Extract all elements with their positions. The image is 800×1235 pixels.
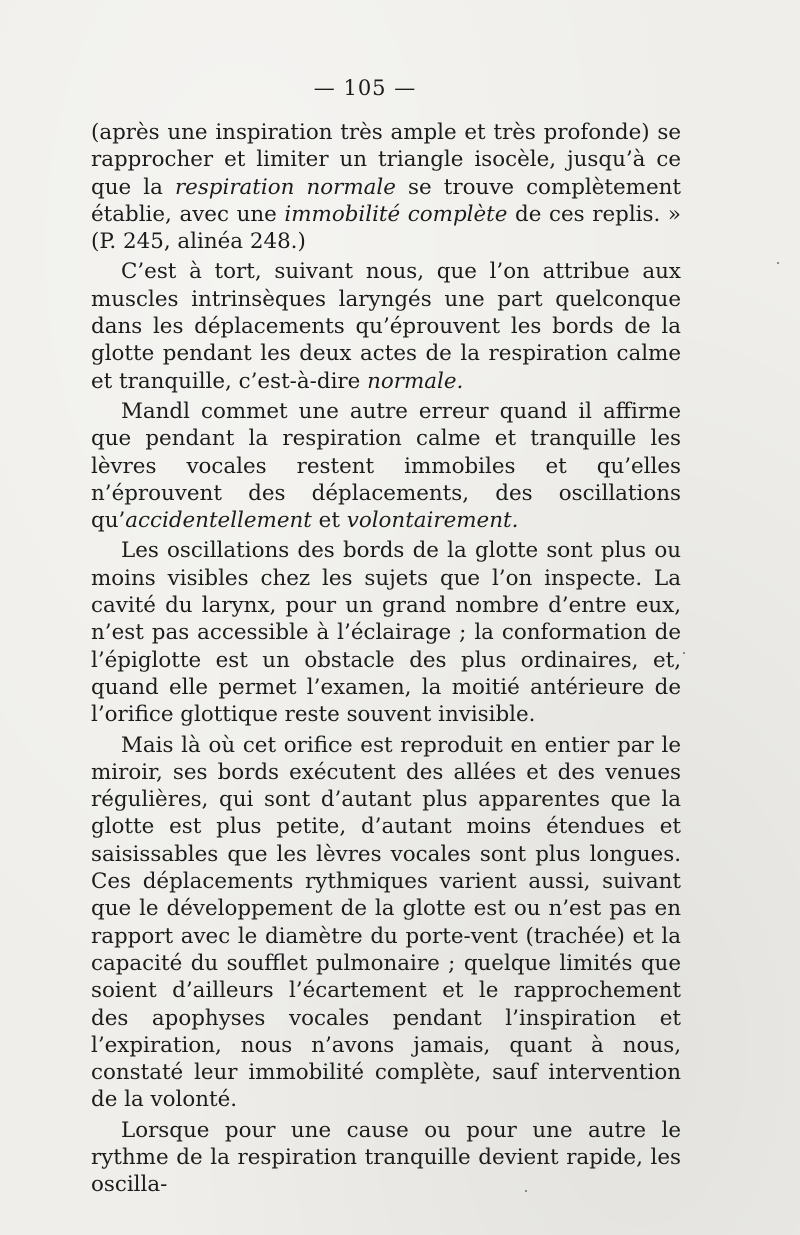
text-run: Mais là où cet orifice est reproduit en entier par le miroir, ses bords exécutent des allées et des venues régulières, qui sont d’autant plus apparentes que la glotte est plus petite, d’autant moins étendues et saisissables que les lèvres vocales sont plus longues. Ces déplacements rythmiques varient aussi, suivant que le développement de la glotte est ou n’est pas en rapport avec le diamètre du porte-vent (trachée) et la capacité du soufflet pulmonaire ; quelque limités que soient d’ailleurs l’écartement et le rapprochement des apophyses vocales pendant l’inspiration et l’expiration, nous n’avons jamais, quant à nous, constaté leur immobilité complète, sauf intervention de la volonté.	[91, 732, 681, 1113]
italic-text: accidentellement	[125, 508, 312, 534]
italic-text: immobilité complète	[284, 201, 508, 227]
italic-text: normale.	[367, 368, 464, 394]
ink-speck	[683, 652, 685, 654]
text-run: Les oscillations des bords de la glotte sont plus ou moins visibles chez les sujets que l’on inspecte. La cavité du larynx, pour un grand nombre d’entre eux, n’est pas accessible à l’éclairage ; la conformation de l’épiglotte est un obstacle des plus ordinaires, et, quand elle permet l’examen, la moitié antérieure de l’orifice glottique reste souvent invisible.	[91, 538, 681, 728]
paragraph	[91, 119, 681, 255]
text-run: Mandl commet une autre erreur quand il affirme que pendant la respiration calme et tranquille les lèvres vocales restent immobiles et qu’elles n’éprouvent des déplacements, des oscillations qu’	[91, 398, 681, 534]
ink-speck	[525, 1190, 527, 1192]
body-text	[91, 119, 681, 1199]
italic-text: volontairement.	[346, 508, 519, 534]
text-run: se trouve complètement établie, avec une	[91, 174, 681, 227]
paragraph	[91, 258, 681, 394]
ink-speck	[777, 262, 779, 264]
text-run: de ces replis. » (P. 245, alinéa 248.)	[91, 201, 682, 255]
paragraph	[91, 1117, 681, 1199]
text-run: et	[311, 508, 347, 534]
paragraph	[91, 398, 681, 534]
italic-text: respiration normale	[174, 174, 396, 200]
page-number: — 105 —	[313, 76, 417, 100]
text-run: (après une inspiration très ample et très profonde) se rapprocher et limiter un triangle isocèle, jusqu’à ce que la	[91, 120, 681, 200]
text-run: Lorsque pour une cause ou pour une autre le rythme de la respiration tranquille devient rapide, les oscilla-	[91, 1117, 681, 1198]
paragraph	[91, 732, 681, 1114]
text-run: C’est à tort, suivant nous, que l’on attribue aux muscles intrinsèques laryngés une part quelconque dans les déplacements qu’éprouvent les bords de la glotte pendant les deux actes de la respiration calme et tranquille, c’est-à-dire	[91, 259, 681, 394]
paragraph	[91, 537, 681, 728]
